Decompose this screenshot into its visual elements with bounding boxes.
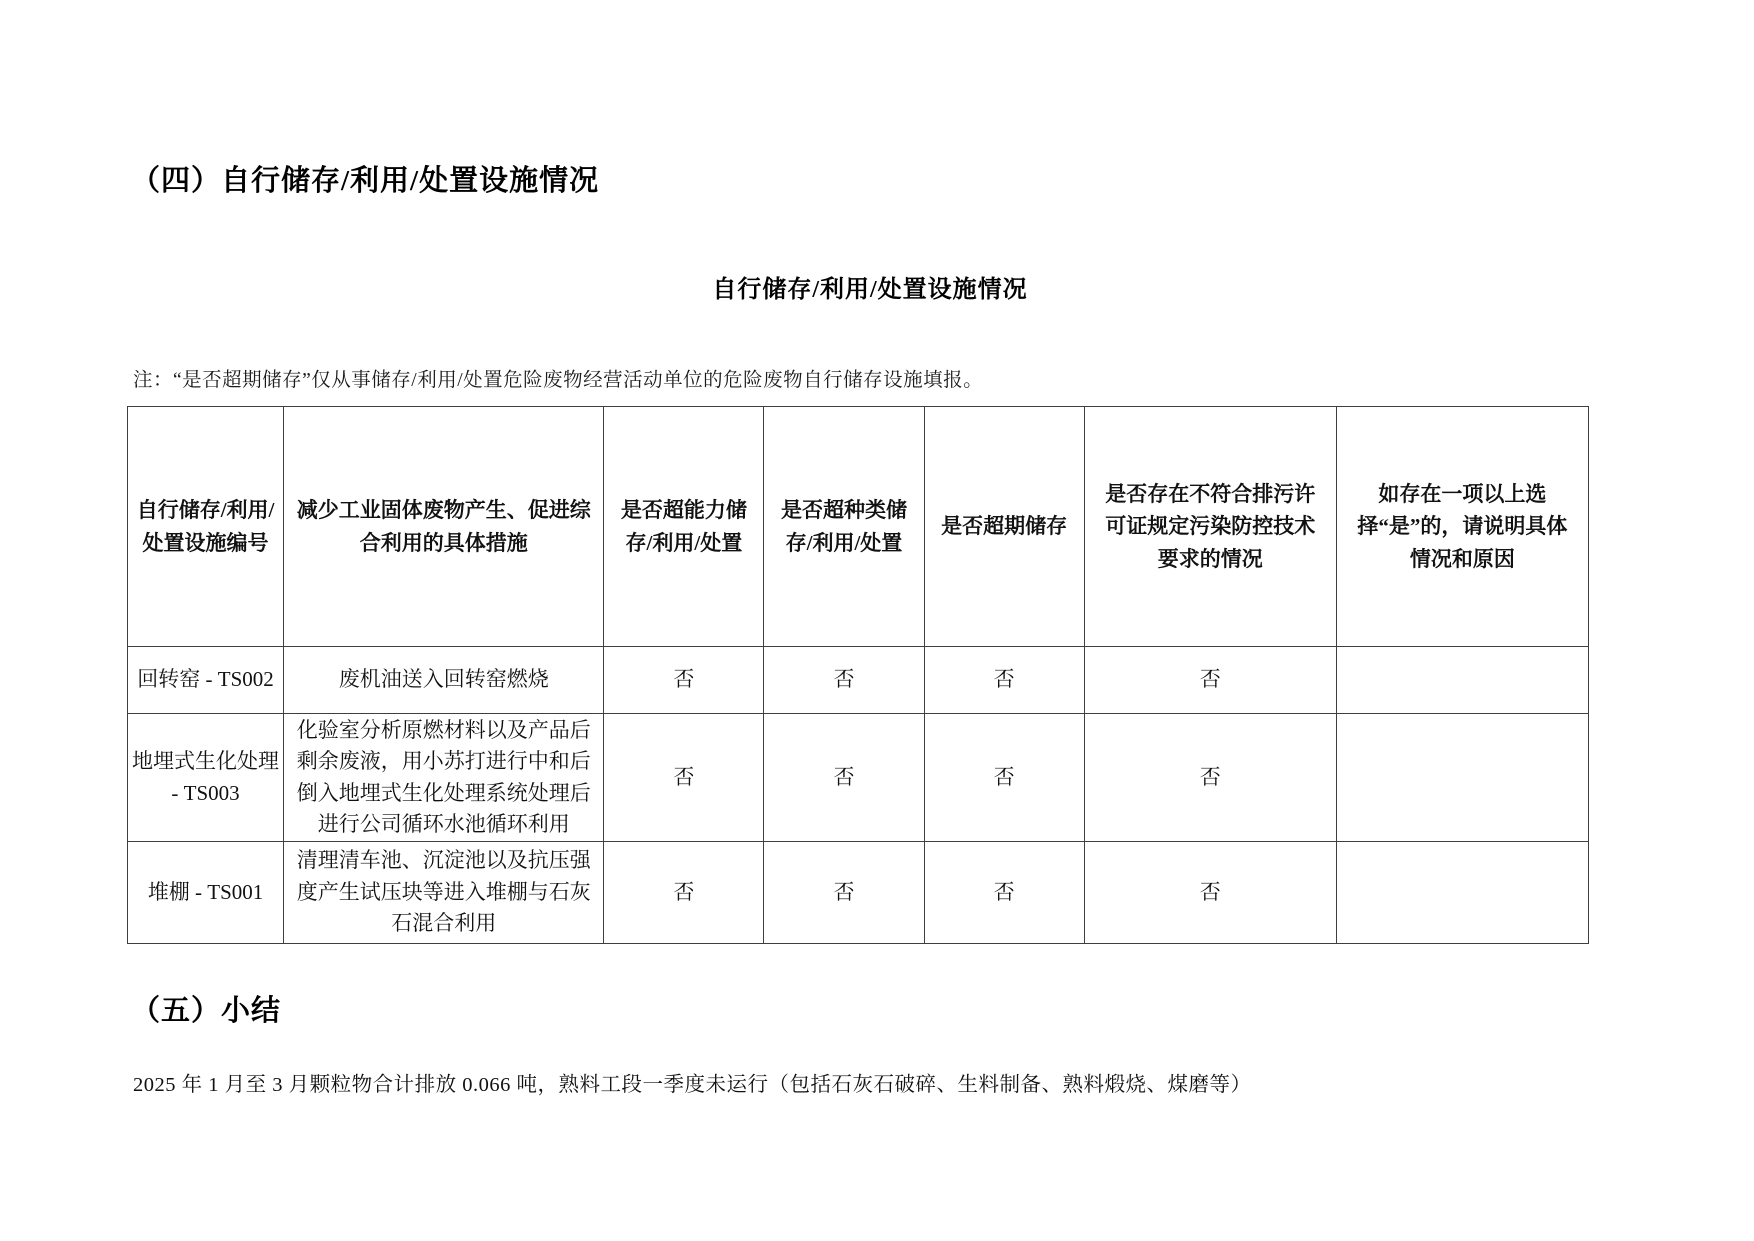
cell-permit-violation: 否 bbox=[1084, 647, 1336, 714]
cell-explanation bbox=[1336, 714, 1588, 842]
document-page bbox=[127, 0, 1613, 1097]
table-row bbox=[128, 714, 1589, 842]
header-over-type: 是否超种类储存/利用/处置 bbox=[764, 407, 924, 647]
header-permit-violation: 是否存在不符合排污许可证规定污染防控技术要求的情况 bbox=[1084, 407, 1336, 647]
cell-over-capacity: 否 bbox=[604, 842, 764, 944]
table-title: 自行储存/利用/处置设施情况 bbox=[712, 277, 1028, 303]
cell-over-duration: 否 bbox=[924, 714, 1084, 842]
cell-explanation bbox=[1336, 647, 1588, 714]
section-5-heading: （五）小结 bbox=[131, 995, 282, 1027]
table-row bbox=[128, 842, 1589, 944]
cell-over-duration: 否 bbox=[924, 647, 1084, 714]
cell-facility-id: 回转窑 - TS002 bbox=[128, 647, 284, 714]
cell-permit-violation: 否 bbox=[1084, 842, 1336, 944]
table-note: 注：“是否超期储存”仅从事储存/利用/处置危险废物经营活动单位的危险废物自行储存设施填报。 bbox=[133, 370, 984, 391]
cell-facility-id: 地埋式生化处理 - TS003 bbox=[128, 714, 284, 842]
section-4-heading: （四）自行储存/利用/处置设施情况 bbox=[131, 165, 600, 197]
cell-over-type: 否 bbox=[764, 842, 924, 944]
header-explanation: 如存在一项以上选择“是”的，请说明具体情况和原因 bbox=[1336, 407, 1588, 647]
summary-paragraph: 2025 年 1 月至 3 月颗粒物合计排放 0.066 吨，熟料工段一季度未运行（包括石灰石破碎、生料制备、熟料煅烧、煤磨等） bbox=[133, 1074, 1252, 1096]
table-header-row bbox=[128, 407, 1589, 647]
header-measure: 减少工业固体废物产生、促进综合利用的具体措施 bbox=[284, 407, 604, 647]
cell-measure: 清理清车池、沉淀池以及抗压强度产生试压块等进入堆棚与石灰石混合利用 bbox=[284, 842, 604, 944]
cell-measure: 废机油送入回转窑燃烧 bbox=[284, 647, 604, 714]
cell-permit-violation: 否 bbox=[1084, 714, 1336, 842]
header-facility-id: 自行储存/利用/处置设施编号 bbox=[128, 407, 284, 647]
cell-over-capacity: 否 bbox=[604, 647, 764, 714]
header-over-duration: 是否超期储存 bbox=[924, 407, 1084, 647]
table-row bbox=[128, 647, 1589, 714]
cell-over-type: 否 bbox=[764, 714, 924, 842]
facility-table bbox=[127, 406, 1589, 944]
cell-explanation bbox=[1336, 842, 1588, 944]
cell-facility-id: 堆棚 - TS001 bbox=[128, 842, 284, 944]
cell-over-duration: 否 bbox=[924, 842, 1084, 944]
cell-over-type: 否 bbox=[764, 647, 924, 714]
cell-measure: 化验室分析原燃材料以及产品后剩余废液，用小苏打进行中和后倒入地埋式生化处理系统处理后进行公司循环水池循环利用 bbox=[284, 714, 604, 842]
header-over-capacity: 是否超能力储存/利用/处置 bbox=[604, 407, 764, 647]
cell-over-capacity: 否 bbox=[604, 714, 764, 842]
